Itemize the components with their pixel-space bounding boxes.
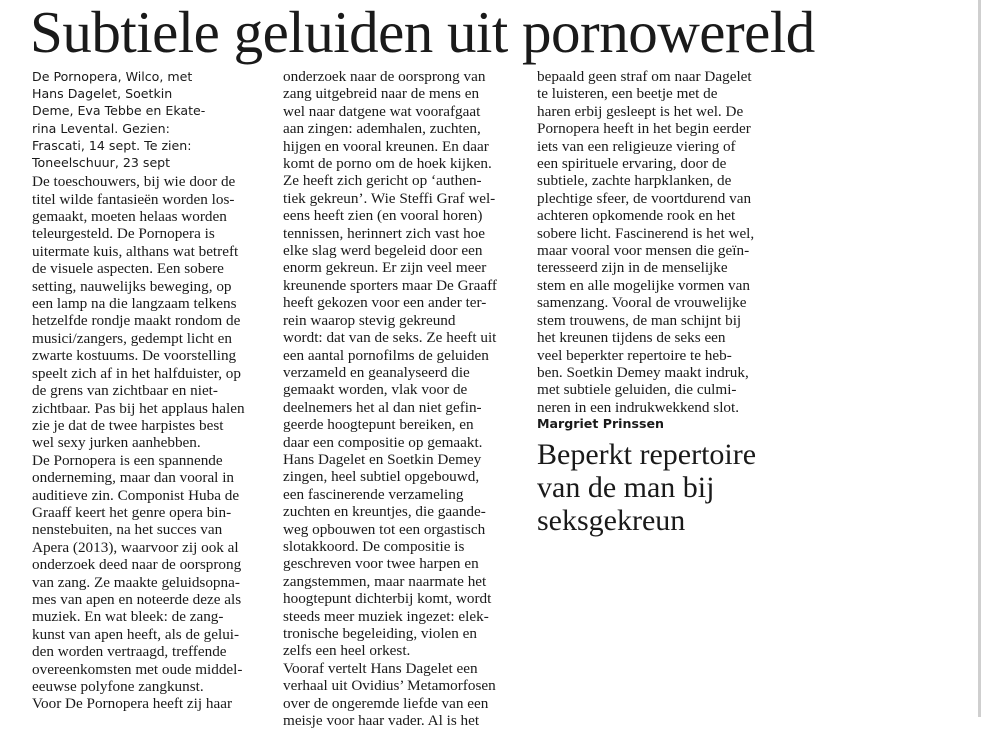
text-line: setting, nauwelijks beweging, op <box>32 277 232 295</box>
column-3-body <box>537 68 777 416</box>
text-line: maar vooral voor mensen die geïn- <box>537 242 750 260</box>
text-line: een lamp na die langzaam telkens <box>32 295 237 313</box>
text-line: iets van een religieuze viering of <box>537 137 736 155</box>
text-line: kunst van apen heeft, als de gelui- <box>32 625 240 643</box>
text-line: geerde hoogtepunt bereiken, en <box>283 416 474 434</box>
text-line: kreunende sporters maar De Graaff <box>283 276 497 294</box>
text-line: met subtiele geluiden, die culmi- <box>537 381 737 399</box>
text-line: verzameld en geanalyseerd die <box>283 363 470 381</box>
article-paragraph <box>283 68 519 660</box>
text-line: De toeschouwers, bij wie door de <box>32 173 236 191</box>
text-line: rein waarop stevig gekreund <box>283 311 456 329</box>
text-line: zangstemmen, maar naarmate het <box>283 572 487 590</box>
text-line: teleurgesteld. De Pornopera is <box>32 225 215 243</box>
text-line: plechtige sfeer, de voortdurend van <box>537 189 752 207</box>
credits-line: Frascati, 14 sept. Te zien: <box>32 137 192 153</box>
text-line: Graaff keert het genre opera bin- <box>32 503 232 521</box>
text-line: onderzoek deed naar de oorsprong <box>32 556 242 574</box>
text-line: komt de porno om de hoek kijken. <box>283 155 492 173</box>
text-line: titel wilde fantasieën worden los- <box>32 190 235 208</box>
pull-quote-line: seksgekreun <box>537 504 686 538</box>
text-line: zelfs een heel orkest. <box>283 642 411 660</box>
text-line: gemaakt worden, vlak voor de <box>283 381 468 399</box>
text-line: De Pornopera is een spannende <box>32 451 223 469</box>
text-line: stem trouwens, de man schijnt bij <box>537 311 742 329</box>
text-line: speelt zich af in het halfduister, op <box>32 364 241 382</box>
article-paragraph <box>537 68 777 416</box>
text-line: achteren opkomende rook en het <box>537 207 736 225</box>
text-line: de grens van zichtbaar en niet- <box>32 382 218 400</box>
text-line: te luisteren, een beetje met de <box>537 85 718 103</box>
text-line: deelnemers het al dan niet gefin- <box>283 398 482 416</box>
text-line: stem en alle mogelijke vormen van <box>537 276 750 294</box>
text-line: hoogtepunt dichterbij komt, wordt <box>283 590 492 608</box>
text-line: van zang. Ze maakte geluidsopna- <box>32 573 240 591</box>
author-byline: Margriet Prinssen <box>537 416 664 432</box>
text-line: zie je dat de twee harpistes best <box>32 416 224 434</box>
text-line: weg opbouwen tot een orgastisch <box>283 520 486 538</box>
column-2-body <box>283 68 519 729</box>
text-line: eeuwse polyfone zangkunst. <box>32 678 204 695</box>
article-paragraph <box>283 660 519 729</box>
text-line: haren erbij gesleept is het wel. De <box>537 102 744 120</box>
production-credits <box>32 68 268 171</box>
text-line: neren in een indrukwekkend slot. <box>537 398 740 416</box>
text-line: Apera (2013), waarvoor zij ook al <box>32 538 239 556</box>
text-line: hijgen en vooral kreunen. En daar <box>283 137 489 155</box>
text-line: samenzang. Vooral de vrouwelijke <box>537 294 747 312</box>
text-line: bepaald geen straf om naar Dagelet <box>537 68 752 85</box>
credits-line: rina Levental. Gezien: <box>32 120 170 136</box>
text-line: het kreunen tijdens de seks een <box>537 329 726 347</box>
text-line: muziek. En wat bleek: de zang- <box>32 608 224 626</box>
pull-quote-line: Beperkt repertoire <box>537 438 757 472</box>
credits-line: De Pornopera, Wilco, met <box>32 69 193 84</box>
text-line: geschreven voor twee harpen en <box>283 555 479 573</box>
text-line: musici/zangers, gedempt licht en <box>32 329 232 347</box>
text-line: meisje voor haar vader. Al is het <box>283 712 480 729</box>
text-line: zichtbaar. Pas bij het applaus halen <box>32 399 245 417</box>
text-line: aan zingen: ademhalen, zuchten, <box>283 120 481 138</box>
credits-line: Deme, Eva Tebbe en Ekate- <box>32 103 206 119</box>
text-line: overeenkomsten met oude middel- <box>32 660 243 678</box>
text-line: subtiele, zachte harpklanken, de <box>537 172 732 190</box>
text-line: verhaal uit Ovidius’ Metamorfosen <box>283 677 496 695</box>
text-line: zang uitgebreid naar de mens en <box>283 85 480 103</box>
text-line: elke slag werd begeleid door een <box>283 242 483 260</box>
text-line: slotakkoord. De compositie is <box>283 537 465 555</box>
article-paragraph <box>32 452 268 696</box>
text-line: zingen, heel subtiel opgebouwd, <box>283 468 480 486</box>
text-line: een aantal pornofilms de geluiden <box>283 346 489 364</box>
text-line: daar een compositie op gemaakt. <box>283 433 483 451</box>
text-line: auditieve zin. Componist Huba de <box>32 486 240 504</box>
article-column-2 <box>283 68 519 729</box>
text-line: wordt: dat van de seks. Ze heeft uit <box>283 329 497 347</box>
text-line: sobere licht. Fascinerend is het wel, <box>537 224 755 242</box>
text-line: zwarte kostuums. De voorstelling <box>32 347 237 365</box>
text-line: Voor De Pornopera heeft zij haar <box>32 695 233 713</box>
text-line: tiek gekreun’. Wie Steffi Graf wel- <box>283 189 496 207</box>
text-line: Vooraf vertelt Hans Dagelet een <box>283 659 478 677</box>
text-line: nenstebuiten, na het succes van <box>32 521 223 539</box>
article-column-1 <box>32 68 268 713</box>
text-line: hetzelfde rondje maakt rondom de <box>32 312 241 330</box>
article-paragraph <box>32 173 268 452</box>
pull-quote-line: van de man bij <box>537 471 715 505</box>
text-line: Ze heeft zich gericht op ‘authen- <box>283 172 482 190</box>
text-line: tronische begeleiding, violen en <box>283 625 478 642</box>
text-line: den worden vertraagd, treffende <box>32 643 227 661</box>
article-paragraph <box>32 695 268 712</box>
text-line: heeft gekozen voor een ander ter- <box>283 294 487 312</box>
text-line: onderzoek naar de oorsprong van <box>283 68 486 85</box>
pull-quote <box>537 438 777 537</box>
text-line: enorm gekreun. Er zijn veel meer <box>283 259 487 277</box>
text-line: veel beperkter repertoire te heb- <box>537 346 732 364</box>
text-line: wel naar datgene wat voorafgaat <box>283 102 481 120</box>
text-line: een spirituele ervaring, door de <box>537 155 727 173</box>
text-line: ben. Soetkin Demey maakt indruk, <box>537 363 749 381</box>
text-line: over de ongeremde liefde van een <box>283 694 489 712</box>
text-line: steeds meer muziek ingezet: elek- <box>283 607 489 625</box>
text-line: mes van apen en noteerde deze als <box>32 590 242 608</box>
column-1-body <box>32 173 268 713</box>
text-line: wel sexy jurken aanhebben. <box>32 434 201 452</box>
text-line: eens heeft zien (en vooral horen) <box>283 207 483 225</box>
text-line: de visuele aspecten. Een sobere <box>32 260 224 278</box>
text-line: Pornopera heeft in het begin eerder <box>537 120 751 138</box>
credits-line: Hans Dagelet, Soetkin <box>32 86 173 102</box>
article-column-3 <box>537 68 777 537</box>
text-line: een fascinerende verzameling <box>283 485 464 503</box>
article-headline: Subtiele geluiden uit pornowereld <box>30 0 815 65</box>
text-line: teresseerd zijn in de menselijke <box>537 259 728 277</box>
credits-line: Toneelschuur, 23 sept <box>32 155 171 171</box>
text-line: gemaakt, moeten helaas worden <box>32 208 227 226</box>
text-line: tennissen, herinnert zich vast hoe <box>283 224 486 242</box>
text-line: Hans Dagelet en Soetkin Demey <box>283 450 482 468</box>
text-line: uitermate kuis, althans wat betreft <box>32 242 239 260</box>
text-line: onderneming, maar dan vooral in <box>32 469 235 487</box>
text-line: zuchten en kreuntjes, die gaande- <box>283 503 486 521</box>
